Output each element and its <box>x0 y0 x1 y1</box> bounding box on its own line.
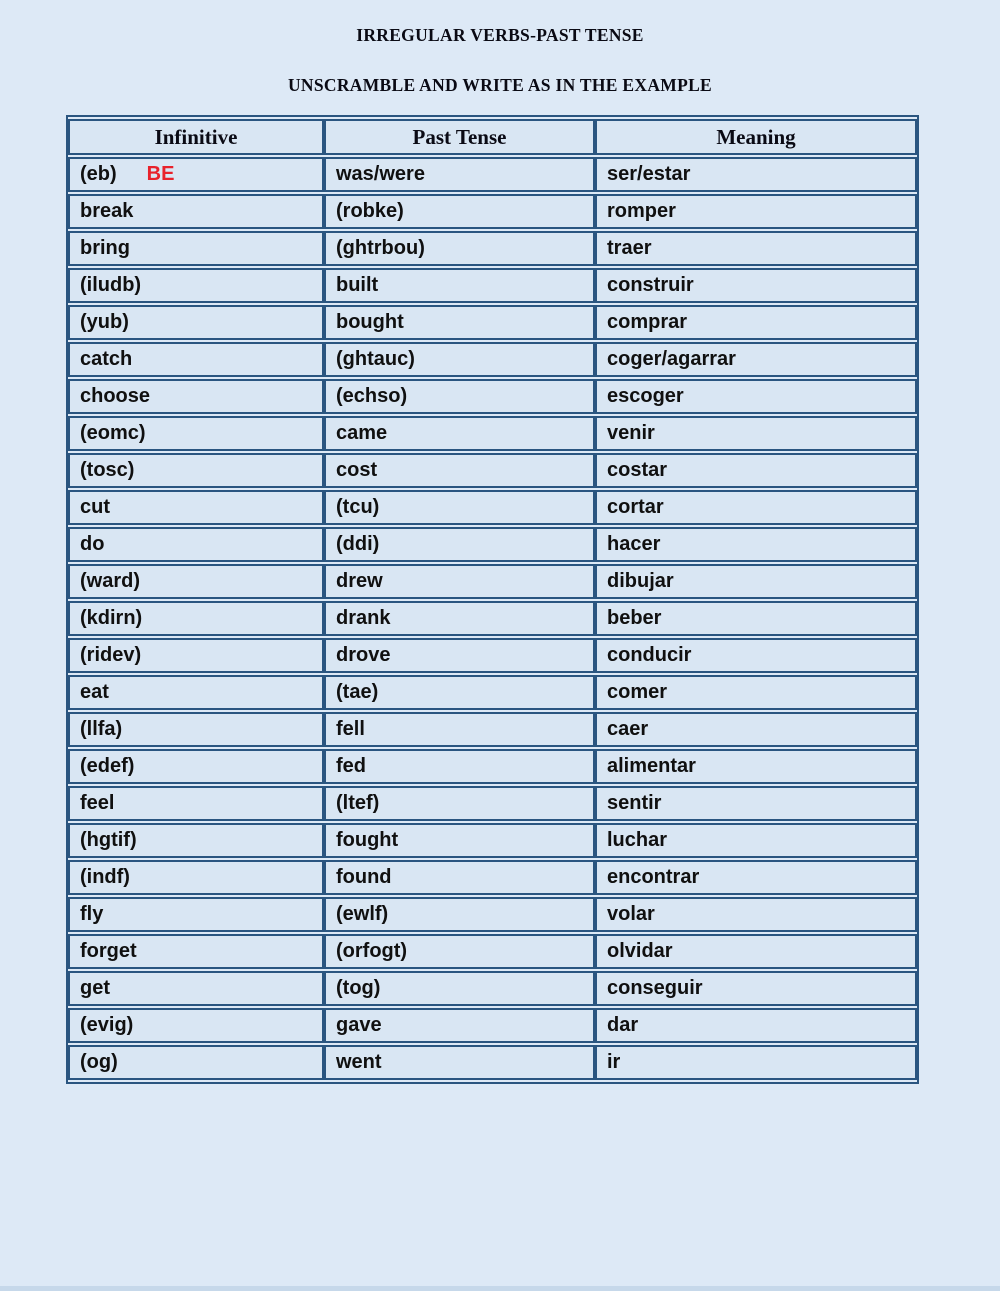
cell-text: cut <box>80 496 110 518</box>
verb-row <box>68 194 917 229</box>
word-cell <box>595 823 917 858</box>
verb-row <box>68 453 917 488</box>
cell-text: drew <box>336 570 383 592</box>
verb-row <box>68 786 917 821</box>
word-cell <box>68 342 324 377</box>
word-cell <box>595 638 917 673</box>
cell-text: bring <box>80 237 130 259</box>
word-cell <box>595 194 917 229</box>
cell-text: (eb) <box>80 163 117 185</box>
word-cell <box>324 638 595 673</box>
word-cell <box>595 860 917 895</box>
cell-text: (ewlf) <box>336 903 389 925</box>
word-cell <box>324 305 595 340</box>
cell-text: costar <box>607 459 668 481</box>
answer-cell[interactable] <box>68 305 324 340</box>
answer-cell[interactable] <box>324 231 595 266</box>
cell-text: feel <box>80 792 115 814</box>
cell-text: encontrar <box>607 866 700 888</box>
word-cell <box>595 749 917 784</box>
word-cell <box>595 231 917 266</box>
word-cell <box>68 379 324 414</box>
cell-text: do <box>80 533 105 555</box>
verb-row <box>68 675 917 710</box>
verb-row <box>68 416 917 451</box>
word-cell <box>595 490 917 525</box>
answer-cell[interactable] <box>68 453 324 488</box>
answer-cell[interactable] <box>324 971 595 1006</box>
verbs-table-body <box>68 157 917 1080</box>
answer-cell[interactable] <box>324 675 595 710</box>
word-cell <box>68 194 324 229</box>
cell-text: fought <box>336 829 399 851</box>
cell-text: conseguir <box>607 977 703 999</box>
column-header-infinitive: Infinitive <box>68 119 324 155</box>
cell-text: cortar <box>607 496 664 518</box>
verb-row <box>68 268 917 303</box>
cell-text: (edef) <box>80 755 135 777</box>
cell-text: comprar <box>607 311 688 333</box>
irregular-verbs-table <box>66 115 919 1084</box>
cell-text: luchar <box>607 829 668 851</box>
cell-text: (eomc) <box>80 422 146 444</box>
cell-text: (og) <box>80 1051 118 1073</box>
cell-text: (yub) <box>80 311 129 333</box>
verb-row <box>68 897 917 932</box>
cell-text: (tae) <box>336 681 379 703</box>
word-cell <box>595 675 917 710</box>
verb-row <box>68 379 917 414</box>
word-cell <box>324 601 595 636</box>
example-answer: BE <box>146 163 175 185</box>
word-cell <box>595 786 917 821</box>
cell-text: (kdirn) <box>80 607 143 629</box>
verb-row <box>68 712 917 747</box>
cell-text: construir <box>607 274 694 296</box>
verb-row <box>68 490 917 525</box>
answer-cell[interactable] <box>68 268 324 303</box>
cell-text: cost <box>336 459 378 481</box>
word-cell <box>595 934 917 969</box>
answer-cell[interactable] <box>68 416 324 451</box>
cell-text: conducir <box>607 644 692 666</box>
word-cell <box>324 860 595 895</box>
cell-text: drank <box>336 607 391 629</box>
column-header-meaning: Meaning <box>595 119 917 155</box>
cell-text: (ghtrbou) <box>336 237 425 259</box>
word-cell <box>595 453 917 488</box>
word-cell <box>595 564 917 599</box>
cell-text: (ward) <box>80 570 140 592</box>
cell-text: was/were <box>336 163 425 185</box>
word-cell <box>324 268 595 303</box>
word-cell <box>324 453 595 488</box>
cell-text: gave <box>336 1014 382 1036</box>
word-cell <box>324 749 595 784</box>
verb-row <box>68 860 917 895</box>
cell-text: olvidar <box>607 940 673 962</box>
verb-row <box>68 564 917 599</box>
cell-text: (tcu) <box>336 496 380 518</box>
word-cell <box>324 416 595 451</box>
word-cell <box>324 564 595 599</box>
cell-text: (ghtauc) <box>336 348 415 370</box>
answer-cell[interactable] <box>68 157 324 192</box>
cell-text: found <box>336 866 392 888</box>
verb-row <box>68 638 917 673</box>
answer-cell[interactable] <box>324 194 595 229</box>
word-cell <box>595 1045 917 1080</box>
word-cell <box>595 527 917 562</box>
word-cell <box>595 268 917 303</box>
answer-cell[interactable] <box>68 712 324 747</box>
word-cell <box>324 1008 595 1043</box>
answer-cell[interactable] <box>68 1045 324 1080</box>
cell-text: eat <box>80 681 109 703</box>
cell-text: hacer <box>607 533 661 555</box>
verb-row <box>68 527 917 562</box>
answer-cell[interactable] <box>324 934 595 969</box>
word-cell <box>595 379 917 414</box>
cell-text: (indf) <box>80 866 130 888</box>
header-row <box>68 119 917 155</box>
word-cell <box>68 231 324 266</box>
verb-row <box>68 231 917 266</box>
answer-cell[interactable] <box>68 1008 324 1043</box>
cell-text: alimentar <box>607 755 696 777</box>
verb-row <box>68 749 917 784</box>
cell-text: choose <box>80 385 151 407</box>
cell-text: (tog) <box>336 977 381 999</box>
cell-text: dibujar <box>607 570 674 592</box>
cell-text: traer <box>607 237 652 259</box>
answer-cell[interactable] <box>68 564 324 599</box>
cell-text: (robke) <box>336 200 404 222</box>
cell-text: fly <box>80 903 104 925</box>
word-cell <box>595 305 917 340</box>
cell-text: get <box>80 977 110 999</box>
verb-row <box>68 971 917 1006</box>
word-cell <box>68 971 324 1006</box>
cell-text: venir <box>607 422 655 444</box>
cell-text: sentir <box>607 792 662 814</box>
answer-cell[interactable] <box>324 379 595 414</box>
word-cell <box>595 601 917 636</box>
word-cell <box>324 823 595 858</box>
word-cell <box>595 712 917 747</box>
verb-row <box>68 157 917 192</box>
cell-text: (ddi) <box>336 533 380 555</box>
word-cell <box>68 490 324 525</box>
answer-cell[interactable] <box>324 342 595 377</box>
cell-text: came <box>336 422 388 444</box>
cell-text: (ltef) <box>336 792 380 814</box>
verb-row <box>68 1008 917 1043</box>
word-cell <box>68 897 324 932</box>
verb-row <box>68 601 917 636</box>
cell-text: beber <box>607 607 662 629</box>
cell-text: (evig) <box>80 1014 134 1036</box>
cell-text: (orfogt) <box>336 940 408 962</box>
worksheet-subtitle: UNSCRAMBLE AND WRITE AS IN THE EXAMPLE <box>287 75 713 95</box>
answer-cell[interactable] <box>324 786 595 821</box>
cell-text: (hgtif) <box>80 829 137 851</box>
cell-text: caer <box>607 718 649 740</box>
answer-cell[interactable] <box>68 749 324 784</box>
verb-row <box>68 934 917 969</box>
cell-text: break <box>80 200 134 222</box>
word-cell <box>68 934 324 969</box>
answer-cell[interactable] <box>324 897 595 932</box>
cell-text: catch <box>80 348 133 370</box>
cell-text: built <box>336 274 379 296</box>
word-cell <box>324 157 595 192</box>
cell-text: (tosc) <box>80 459 135 481</box>
cell-text: coger/agarrar <box>607 348 736 370</box>
cell-text: went <box>336 1051 382 1073</box>
cell-text: romper <box>607 200 676 222</box>
answer-cell[interactable] <box>68 860 324 895</box>
cell-text: ser/estar <box>607 163 691 185</box>
cell-text: (iludb) <box>80 274 142 296</box>
word-cell <box>595 416 917 451</box>
word-cell <box>324 1045 595 1080</box>
cell-text: fed <box>336 755 366 777</box>
answer-cell[interactable] <box>324 527 595 562</box>
cell-text: (echso) <box>336 385 408 407</box>
word-cell <box>68 527 324 562</box>
answer-cell[interactable] <box>68 601 324 636</box>
cell-text: forget <box>80 940 137 962</box>
answer-cell[interactable] <box>68 638 324 673</box>
word-cell <box>68 675 324 710</box>
cell-text: (llfa) <box>80 718 123 740</box>
word-cell <box>595 1008 917 1043</box>
answer-cell[interactable] <box>324 490 595 525</box>
cell-text: fell <box>336 718 365 740</box>
word-cell <box>595 897 917 932</box>
cell-text: escoger <box>607 385 684 407</box>
word-cell <box>324 712 595 747</box>
cell-text: volar <box>607 903 655 925</box>
verb-row <box>68 1045 917 1080</box>
word-cell <box>595 971 917 1006</box>
worksheet-title: IRREGULAR VERBS-PAST TENSE <box>356 25 644 45</box>
word-cell <box>595 157 917 192</box>
verb-row <box>68 305 917 340</box>
cell-text: comer <box>607 681 668 703</box>
cell-text: (ridev) <box>80 644 142 666</box>
cell-text: drove <box>336 644 391 666</box>
verb-row <box>68 823 917 858</box>
answer-cell[interactable] <box>68 823 324 858</box>
cell-text: ir <box>607 1051 621 1073</box>
bottom-strip <box>0 1286 1000 1291</box>
word-cell <box>595 342 917 377</box>
cell-text: bought <box>336 311 404 333</box>
verb-row <box>68 342 917 377</box>
cell-text: dar <box>607 1014 639 1036</box>
word-cell <box>68 786 324 821</box>
column-header-past-tense: Past Tense <box>324 119 595 155</box>
